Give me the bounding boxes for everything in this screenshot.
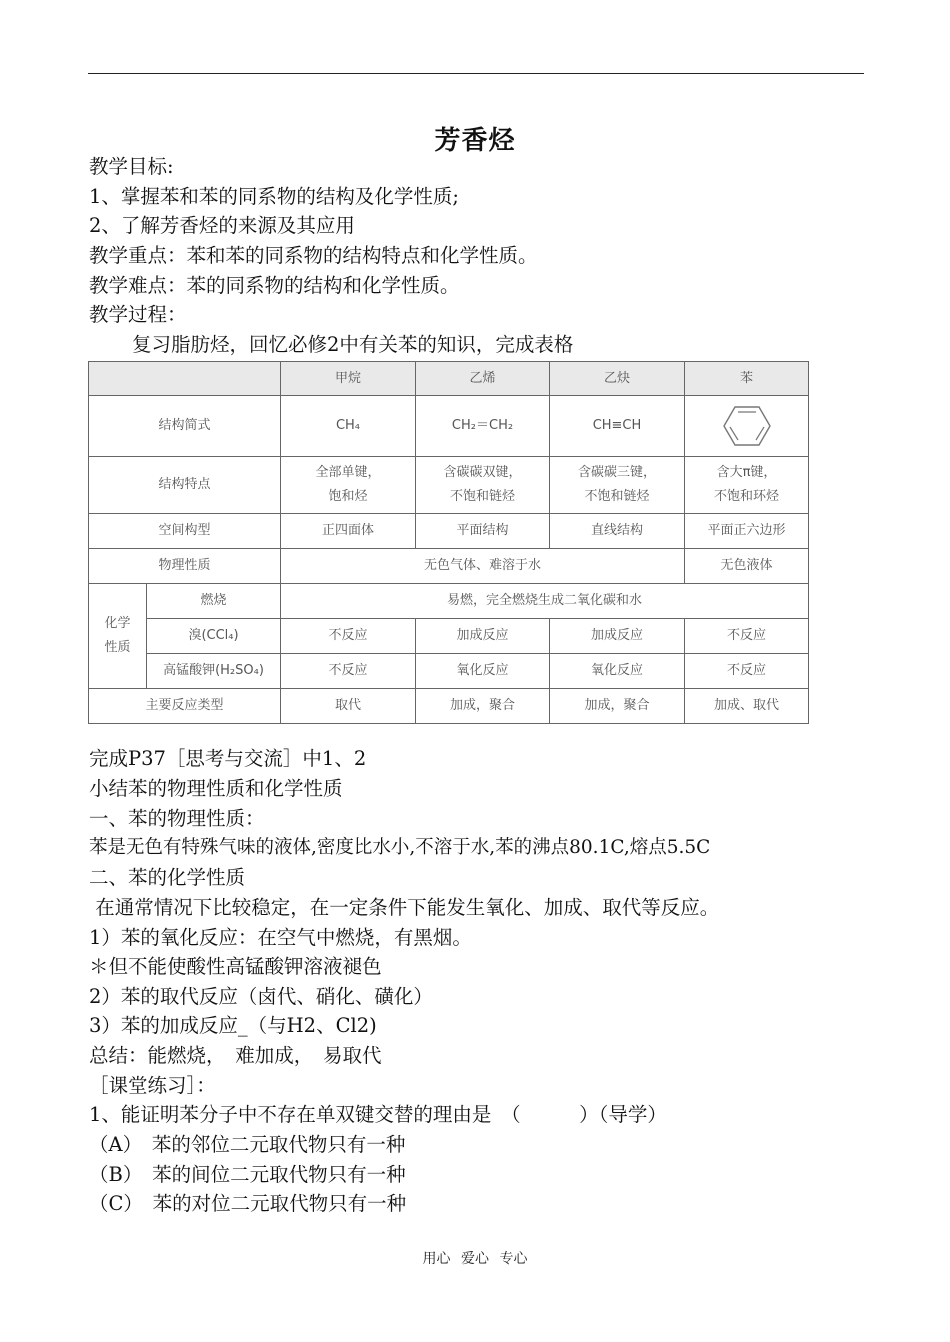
text-line: 教学目标: <box>89 155 174 178</box>
row-label: 结构简式 <box>89 396 281 457</box>
table-row <box>89 689 809 724</box>
text-line: 复习脂肪烃，回忆必修2中有关苯的知识，完成表格 <box>132 333 574 356</box>
page-footer: 用心 爱心 专心 <box>422 1251 528 1267</box>
table-cell: 加成、取代 <box>685 689 809 724</box>
text-line: （C） 苯的对位二元取代物只有一种 <box>89 1192 407 1215</box>
text-line: 1、能证明苯分子中不存在单双键交替的理由是 （ ）（导学） <box>89 1103 667 1126</box>
header-cell: 甲烷 <box>281 362 416 396</box>
table-row <box>89 457 809 514</box>
table-cell: 不反应 <box>281 654 416 689</box>
text-line: 1）苯的氧化反应：在空气中燃烧，有黑烟。 <box>89 926 472 949</box>
table-cell: 不反应 <box>685 654 809 689</box>
text-line: 2）苯的取代反应（卤代、硝化、磺化） <box>89 985 433 1008</box>
cell-line: 含碳碳双键， <box>443 465 522 480</box>
table-cell: 平面结构 <box>416 514 550 549</box>
table-row <box>89 396 809 457</box>
header-cell: 苯 <box>685 362 809 396</box>
table-cell: 加成，聚合 <box>416 689 550 724</box>
table-cell <box>416 457 550 514</box>
row-label: 结构特点 <box>89 457 281 514</box>
table-cell: 正四面体 <box>281 514 416 549</box>
table-cell-merged: 无色气体、难溶于水 <box>281 549 685 584</box>
cell-line: 不饱和环烃 <box>713 489 779 504</box>
text-line: （B） 苯的间位二元取代物只有一种 <box>89 1163 406 1186</box>
text-line: 教学过程： <box>89 303 187 326</box>
table-cell <box>281 457 416 514</box>
chem-group-label <box>89 584 147 689</box>
table-cell: 不反应 <box>685 619 809 654</box>
cell-line: 全部单键， <box>315 465 381 480</box>
table-cell: 直线结构 <box>550 514 685 549</box>
header-rule <box>88 73 864 74</box>
text-line: ＊但不能使酸性高锰酸钾溶液褪色 <box>89 955 382 978</box>
text-line: 在通常情况下比较稳定，在一定条件下能发生氧化、加成、取代等反应。 <box>89 896 720 919</box>
table-cell: 加成，聚合 <box>550 689 685 724</box>
table-cell: 加成反应 <box>550 619 685 654</box>
table-cell: CH₄ <box>281 396 416 457</box>
table-cell: CH₂＝CH₂ <box>416 396 550 457</box>
text-line: 2、了解芳香烃的来源及其应用 <box>89 214 355 237</box>
text-line: 总结：能燃烧， 难加成， 易取代 <box>89 1044 382 1067</box>
table-cell-merged: 易燃，完全燃烧生成二氧化碳和水 <box>281 584 809 619</box>
cell-line: 不饱和链烃 <box>449 489 515 504</box>
row-label: 燃烧 <box>147 584 281 619</box>
table-row <box>89 584 809 619</box>
cell-line: 饱和烃 <box>328 489 368 504</box>
table-cell <box>685 457 809 514</box>
text-line: ［课堂练习］： <box>89 1074 216 1097</box>
table-cell: 平面正六边形 <box>685 514 809 549</box>
table-row <box>89 654 809 689</box>
row-label: 空间构型 <box>89 514 281 549</box>
cell-line: 不饱和链烃 <box>584 489 650 504</box>
table-cell <box>550 457 685 514</box>
text-line: 一、苯的物理性质： <box>89 807 265 830</box>
text-line: 二、苯的化学性质 <box>89 866 246 889</box>
row-label: 物理性质 <box>89 549 281 584</box>
text-line: 教学重点：苯和苯的同系物的结构特点和化学性质。 <box>89 244 538 267</box>
header-cell: 乙烯 <box>416 362 550 396</box>
table-cell: 无色液体 <box>685 549 809 584</box>
table-row <box>89 619 809 654</box>
page-title: 芳香烃 <box>434 126 516 156</box>
row-label: 高锰酸钾(H₂SO₄) <box>147 654 281 689</box>
table-row <box>89 514 809 549</box>
comparison-table <box>88 361 809 724</box>
chem-label-text: 化学性质 <box>104 616 131 655</box>
cell-line: 含碳碳三键， <box>577 465 656 480</box>
row-label: 主要反应类型 <box>89 689 281 724</box>
table-cell: 加成反应 <box>416 619 550 654</box>
table-row <box>89 549 809 584</box>
table-cell: 氧化反应 <box>550 654 685 689</box>
text-line: 1、掌握苯和苯的同系物的结构及化学性质; <box>89 185 459 208</box>
cell-line: 含大π键， <box>716 465 777 480</box>
table-cell: 不反应 <box>281 619 416 654</box>
text-line: 教学难点：苯的同系物的结构和化学性质。 <box>89 274 460 297</box>
text-line: 3）苯的加成反应_（与H2、Cl2) <box>89 1014 377 1037</box>
text-line: 完成P37［思考与交流］中1、2 <box>89 747 367 770</box>
table-cell: 氧化反应 <box>416 654 550 689</box>
header-cell: 乙炔 <box>550 362 685 396</box>
row-label: 溴(CCl₄) <box>147 619 281 654</box>
text-line: （A） 苯的邻位二元取代物只有一种 <box>89 1133 406 1156</box>
benzene-ring-icon <box>722 404 772 448</box>
header-blank-cell <box>89 362 281 396</box>
table-cell: CH≡CH <box>550 396 685 457</box>
benzene-structure-cell <box>685 396 809 457</box>
text-line: 小结苯的物理性质和化学性质 <box>89 777 343 800</box>
table-cell: 取代 <box>281 689 416 724</box>
table-header-row <box>89 362 809 396</box>
text-line: 苯是无色有特殊气味的液体,密度比水小,不溶于水,苯的沸点80.1C,熔点5.5C <box>89 837 711 858</box>
